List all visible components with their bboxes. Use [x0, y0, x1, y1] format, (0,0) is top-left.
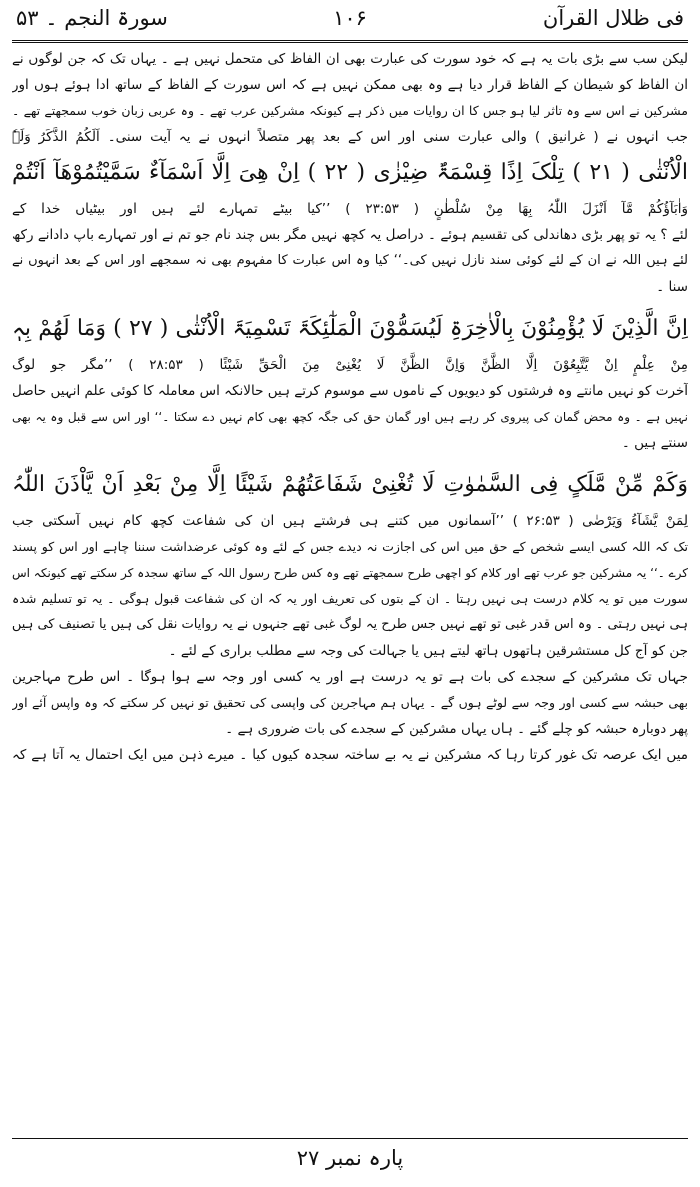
text-line: لئے ؟ یہ تو پھر بڑی دھاندلی کی تقسیم ہوئے ۔ دراصل یہ کچھ نہیں مگر بس چند نام جو تم نے اور تمہارے باپ دادانے رکھ [12, 227, 688, 243]
quran-verse-line: الْاُنْثٰی ( ۲۱ ) تِلْکَ اِذًا قِسْمَۃٌ ضِیْزٰی ( ۲۲ ) اِنْ ھِیَ اِلَّا اَسْمَآءٌ سَمَّیْتُمُوْھَآ اَنْتُمْ [12, 160, 688, 185]
text-line: وَاٰبَآؤُکُمْ مَّآ اَنْزَلَ اللّٰہُ بِھَا مِنْ سُلْطٰنٍ ( ۲۳:۵۳ ) ’’کیا بیٹے تمہارے لئے ہیں اور بیٹیاں خدا کے [12, 201, 688, 217]
quran-verse-line: وَکَمْ مِّنْ مَّلَکٍ فِی السَّمٰوٰتِ لَا تُغْنِیْ شَفَاعَتُھُمْ شَیْئًا اِلَّا مِنْ بَعْدِ اَنْ یَّاْذَنَ اللّٰہُ [12, 472, 688, 497]
text-line: تک کہ اللہ کسی ایسے شخص کے حق میں اس کی اجازت نہ دیدے جس کے لئے وہ کوئی عرضداشت سننا چاہے اور اس کو پسند [12, 539, 688, 554]
text-line: مشرکین نے اس سے وہ تاثر لیا ہو جس کا ان روایات میں ذکر ہے کیونکہ مشرکین عرب تھے ۔ وہ عربی زبان خوب سمجھتے تھے ۔ [12, 103, 688, 118]
book-title: فی ظلال القرآن [542, 6, 684, 30]
text-line: ہی نہیں رہتی ۔ وہ اس قدر غبی تو تھے نہیں جس طرح یہ لوگ غبی تھے جنہوں نے یہ روایات نقل کی ہیں یا تصنیف کی ہیں [12, 617, 688, 632]
text-line: آخرت کو نہیں مانتے وہ فرشتوں کو دیویوں کے ناموں سے موسوم کرتے ہیں حالانکہ اس معاملہ کا کوئی علم انہیں حاصل [12, 383, 688, 399]
text-line: پھر دوبارہ حبشہ کو چلے گئے ۔ ہاں یہاں مشرکین کے سجدے کی بات ضروری ہے ۔ [225, 721, 688, 737]
text-line: سنا ۔ [656, 279, 688, 295]
text-line: کرے ۔‘‘ یہ مشرکین جو عرب تھے اور کلام کو اچھی طرح سمجھتے تھے وہ کس طرح رسول اللہ کے ساتھ سجدہ کر سکتے تھے کیونکہ اس [12, 566, 688, 580]
text-line: ان الفاظ کو شیطان کے الفاظ قرار دیا ہے وہ بھی ممکن نہیں ہے کہ اس سورت کے الفاظ کے ساتھ ادا ہوئے ہوں اور [12, 77, 688, 93]
text-line: لئے ہیں اللہ نے ان کے لئے کوئی سند نازل نہیں کی۔‘‘ کیا وہ اس عبارت کا مفہوم بھی نہ سمجھے اور اس کے بعد انہوں نے [12, 253, 688, 268]
text-line: لیکن سب سے بڑی بات یہ ہے کہ خود سورت کی عبارت بھی ان الفاظ کی متحمل نہیں ہے ۔ یہاں تک کہ جن لوگوں نے [12, 51, 688, 67]
text-line: نہیں ہے ۔ وہ محض گمان کی پیروی کر رہے ہیں اور گمان حق کی جگہ کچھ بھی کام نہیں دے سکتا ۔‘‘ اور اس سے قبل وہ یہ بھی [12, 410, 688, 424]
footer-rule [12, 1138, 688, 1139]
page-body [12, 46, 688, 1130]
text-line: جن کو آج کل مستشرقین ہاتھوں ہاتھ لیتے ہیں یا جہالت کی وجہ سے مطلب براری کے لئے ۔ [168, 643, 688, 659]
text-line: جہاں تک مشرکین کے سجدے کی بات ہے تو یہ درست ہے اور یہ کسی اور وجہ سے ہوا ہوگا ۔ اس طرح مہاجرین [12, 669, 688, 685]
text-line: بھی حبشہ سے کسی اور وجہ سے لوٹے ہوں گے ۔ یہاں ہم مہاجرین کی واپسی کی تحقیق تو نہیں کر سکتے کہ وہ واپس آئے اور [12, 695, 688, 710]
text-line: سورت میں تو یہ کلام درست ہی نہیں رہتا ۔ ان کے بتوں کی تعریف اور یہ کہ ان کی شفاعت قبول ہوگی ۔ یہ تو تسلیم شدہ [12, 591, 688, 606]
page-number: ۱۰۶ [333, 6, 367, 30]
header-rule [12, 40, 688, 43]
text-line: میں ایک عرصہ تک غور کرتا رہا کہ مشرکین نے یہ بے ساختہ سجدہ کیوں کیا ۔ میرے ذہن میں ایک احتمال یہ آتا ہے کہ [12, 747, 688, 763]
surah-title: سورۃ النجم ۔ ۵۳ [16, 6, 168, 30]
text-line: سنتے ہیں ۔ [621, 435, 688, 451]
text-line: مِنْ عِلْمٍ اِنْ یَّتَّبِعُوْنَ اِلَّا الظَّنَّ وَاِنَّ الظَّنَّ لَا یُغْنِیْ مِنَ الْحَقِّ شَیْئًا ( ۲۸:۵۳ ) ’’مگر جو لوگ [12, 357, 688, 373]
page-header [12, 4, 688, 38]
text-line: جب انہوں نے ( غرانیق ) والی عبارت سنی اور اس کے بعد پھر متصلاً انہوں نے یہ آیت سنی۔ اَلَکُمُ الذَّکَرُ وَلَہٗ [12, 129, 688, 145]
text-line: لِمَنْ یَّشَآءُ وَیَرْضٰی ( ۲۶:۵۳ ) ’’آسمانوں میں کتنے ہی فرشتے ہیں ان کی شفاعت کچھ کام نہیں آسکتی جب [12, 513, 688, 529]
quran-verse-line: اِنَّ الَّذِیْنَ لَا یُؤْمِنُوْنَ بِالْاٰخِرَۃِ لَیُسَمُّوْنَ الْمَلٰٓئِکَۃَ تَسْمِیَۃَ الْاُنْثٰی ( ۲۷ ) وَمَا لَھُمْ بِہٖ [12, 316, 688, 341]
para-number: پارہ نمبر ۲۷ [296, 1146, 404, 1170]
